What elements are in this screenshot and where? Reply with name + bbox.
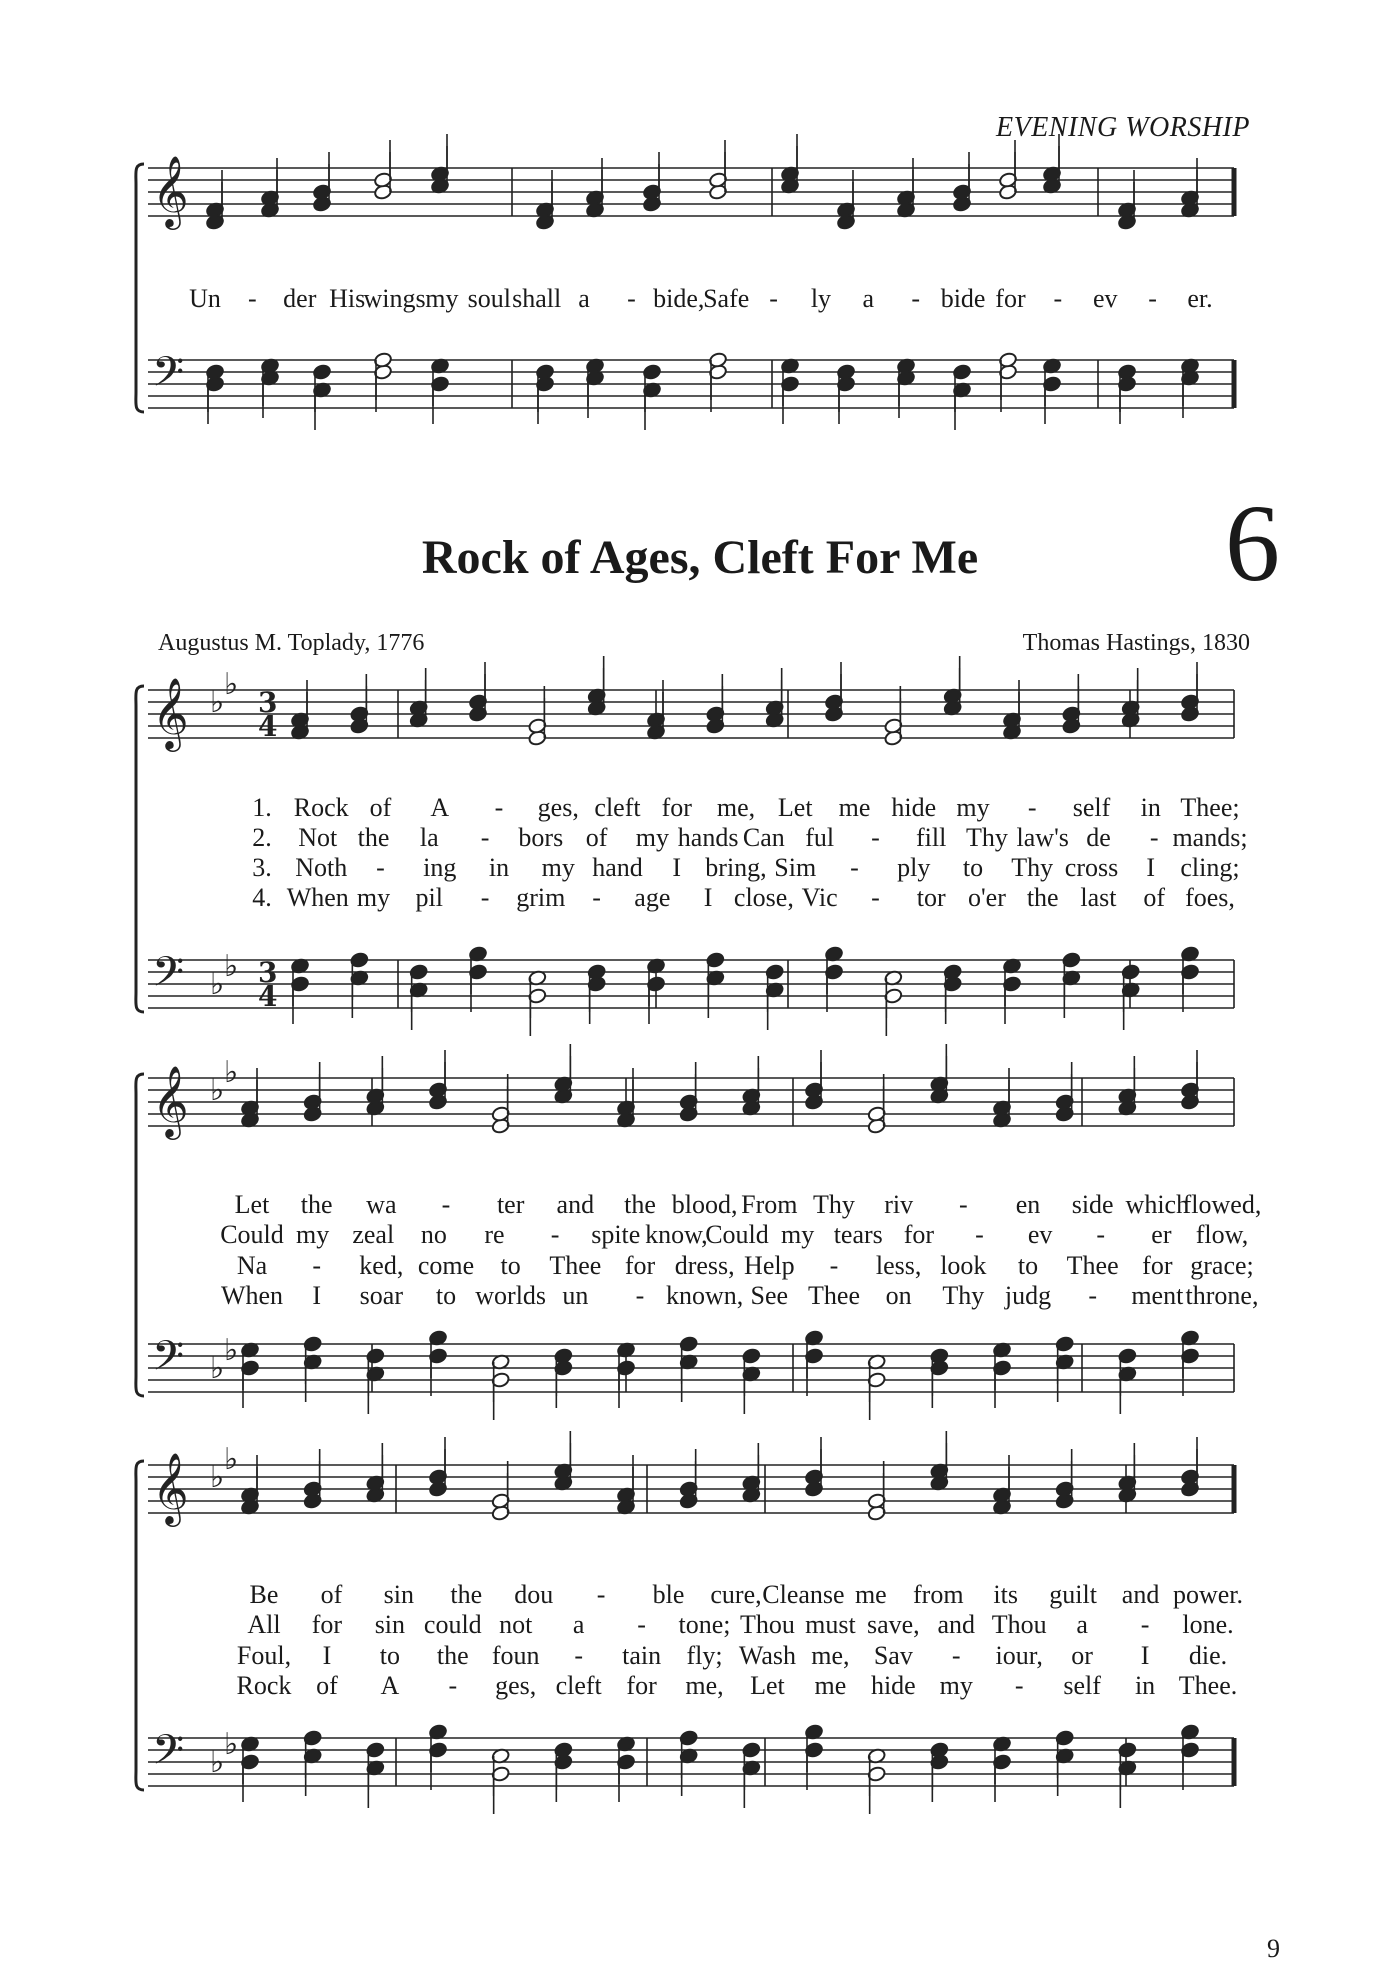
lyric-syllable: die. — [1188, 1641, 1228, 1670]
lyric-syllable: of — [369, 793, 392, 822]
lyric-syllable: ges, — [537, 793, 579, 822]
lyric-syllable: my — [541, 853, 575, 882]
lyric-syllable: cling; — [1180, 853, 1240, 882]
lyric-syllable: bring, — [705, 853, 767, 882]
lyric-syllable: When — [286, 883, 349, 912]
lyric-syllable: de — [1086, 823, 1111, 852]
lyric-syllable: His — [329, 284, 366, 313]
flat-sign: ♭ — [210, 1073, 225, 1108]
lyric-syllable: soul — [467, 284, 511, 313]
lyric-syllable: - — [1088, 1281, 1097, 1310]
lyric-syllable: iour, — [995, 1641, 1043, 1670]
lyric-syllable: pil — [415, 883, 444, 912]
flat-sign: ♭ — [224, 1055, 239, 1090]
lyric-syllable: last — [1080, 883, 1117, 912]
lyric-syllable: - — [911, 284, 921, 313]
lyric-syllable: I — [703, 883, 713, 912]
lyric-syllable: for — [624, 1251, 656, 1280]
lyric-syllable: - — [1027, 793, 1037, 822]
lyric-syllable: ev — [1092, 284, 1118, 313]
bass-clef: 𝄢 — [152, 948, 185, 1006]
lyric-syllable: - — [871, 823, 880, 852]
time-signature-bottom: 4 — [258, 710, 278, 743]
lyric-syllable: Un — [189, 284, 221, 313]
lyric-syllable: law's — [1016, 823, 1069, 852]
lyric-syllable: o'er — [967, 883, 1006, 912]
lyric-syllable: I — [322, 1641, 332, 1670]
lyric-syllable: Sim — [774, 853, 817, 882]
lyric-syllable: come — [417, 1251, 475, 1280]
lyric-syllable: A — [380, 1671, 400, 1700]
lyric-syllable: the — [357, 823, 390, 852]
lyric-syllable: See — [750, 1281, 789, 1310]
lyric-syllable: - — [1096, 1220, 1106, 1249]
lyric-syllable: 4. — [252, 883, 272, 912]
lyric-syllable: judg — [1004, 1281, 1052, 1310]
lyric-syllable: lone. — [1182, 1610, 1234, 1639]
lyric-syllable: in — [488, 853, 510, 882]
verse-3-line-system-2 — [0, 1251, 1400, 1281]
lyric-syllable: cure, — [710, 1580, 762, 1609]
lyric-syllable: - — [975, 1220, 984, 1249]
lyric-syllable: and — [556, 1190, 595, 1219]
lyric-syllable: From — [741, 1190, 798, 1219]
lyric-syllable: ply — [897, 853, 931, 882]
lyric-syllable: Let — [234, 1190, 270, 1219]
lyric-syllable: re — [484, 1220, 505, 1249]
verse-3-line-system-3 — [0, 1641, 1400, 1671]
lyric-syllable: my — [356, 883, 391, 912]
lyric-syllable: save, — [866, 1610, 920, 1639]
lyric-syllable: worlds — [475, 1281, 547, 1310]
composer-credit: Thomas Hastings, 1830 — [1022, 630, 1250, 656]
lyric-syllable: ked, — [359, 1251, 404, 1280]
lyric-syllable: Thee — [808, 1281, 860, 1310]
lyric-syllable: Can — [742, 823, 785, 852]
lyric-syllable: a — [578, 284, 590, 313]
lyric-syllable: Sav — [873, 1641, 913, 1670]
verse-1-line-system-2 — [0, 1190, 1400, 1220]
lyric-syllable: Help — [744, 1251, 795, 1280]
lyric-syllable: side — [1071, 1190, 1114, 1219]
lyric-syllable: Thee — [1066, 1251, 1119, 1280]
lyric-syllable: for — [661, 793, 692, 822]
lyric-syllable: for — [1142, 1251, 1173, 1280]
lyric-syllable: der — [283, 284, 317, 313]
lyric-syllable: Let — [750, 1671, 785, 1700]
section-header: EVENING WORSHIP — [995, 112, 1250, 143]
lyric-syllable: could — [423, 1610, 482, 1639]
lyric-syllable: I — [1146, 853, 1156, 882]
lyric-syllable: in — [1140, 793, 1161, 822]
lyric-syllable: hide — [891, 793, 937, 822]
lyric-syllable: Not — [298, 823, 338, 852]
lyric-syllable: my — [425, 284, 459, 313]
lyric-syllable: guilt — [1049, 1580, 1097, 1609]
lyric-syllable: - — [376, 853, 385, 882]
lyric-syllable: to — [1017, 1251, 1039, 1280]
lyric-syllable: of — [585, 823, 608, 852]
lyric-syllable: from — [913, 1580, 964, 1609]
lyric-syllable: er. — [1187, 284, 1213, 313]
lyric-syllable: er — [1151, 1220, 1172, 1249]
lyric-syllable: Could — [705, 1220, 769, 1249]
lyric-syllable: the — [450, 1580, 483, 1609]
lyric-syllable: mands; — [1172, 823, 1248, 852]
lyric-syllable: foun — [491, 1641, 540, 1670]
lyric-syllable: - — [958, 1190, 968, 1219]
lyric-syllable: hand — [592, 853, 643, 882]
lyric-syllable: no — [420, 1220, 447, 1249]
verse-4-line-system-1 — [0, 883, 1400, 913]
lyric-syllable: 1. — [252, 793, 272, 822]
lyric-syllable: cleft — [594, 793, 641, 822]
hymn-title: Rock of Ages, Cleft For Me — [421, 531, 979, 584]
lyric-syllable: self — [1072, 793, 1111, 822]
lyric-syllable: for — [626, 1671, 657, 1700]
verse-1-line-system-1 — [0, 793, 1400, 823]
lyric-syllable: Be — [249, 1580, 279, 1609]
treble-clef: 𝄞 — [152, 1451, 189, 1524]
verse-4-line-system-2 — [0, 1281, 1400, 1311]
lyric-syllable: en — [1015, 1190, 1041, 1219]
bass-clef: 𝄢 — [152, 1332, 185, 1390]
lyric-syllable: me, — [716, 793, 756, 822]
lyric-syllable: - — [248, 284, 257, 313]
lyric-syllable: less, — [875, 1251, 922, 1280]
lyric-syllable: - — [550, 1220, 560, 1249]
lyric-syllable: dou — [514, 1580, 554, 1609]
lyric-syllable: the — [436, 1641, 469, 1670]
lyric-syllable: me — [838, 793, 871, 822]
time-signature-bottom: 4 — [258, 980, 278, 1013]
lyric-syllable: - — [1014, 1671, 1024, 1700]
lyric-syllable: a — [572, 1610, 585, 1639]
lyric-syllable: sin — [383, 1580, 415, 1609]
lyric-syllable: fly; — [686, 1641, 723, 1670]
treble-clef: 𝄞 — [152, 154, 189, 227]
lyric-syllable: the — [300, 1190, 333, 1219]
lyric-syllable: un — [562, 1281, 589, 1310]
lyric-syllable: - — [480, 823, 490, 852]
lyric-syllable: - — [480, 883, 490, 912]
lyric-syllable: power. — [1172, 1580, 1244, 1609]
lyricist-credit: Augustus M. Toplady, 1776 — [158, 630, 425, 656]
lyric-syllable: to — [962, 853, 984, 882]
lyric-syllable: When — [220, 1281, 284, 1310]
bass-clef: 𝄢 — [152, 348, 185, 406]
lyric-syllable: and — [937, 1610, 976, 1639]
lyric-syllable: the — [624, 1190, 656, 1219]
lyric-syllable: for — [903, 1220, 935, 1249]
flat-sign: ♭ — [224, 667, 239, 702]
lyric-syllable: self — [1063, 1671, 1101, 1700]
lyric-syllable: which — [1125, 1190, 1190, 1219]
lyric-syllable: zeal — [352, 1220, 395, 1249]
verse-2-line-system-3 — [0, 1610, 1400, 1640]
lyric-syllable: Na — [236, 1251, 268, 1280]
lyric-syllable: A — [430, 793, 450, 822]
lyric-syllable: of — [316, 1671, 338, 1700]
verse-1-line-system-3 — [0, 1580, 1400, 1610]
lyric-syllable: hands — [677, 823, 739, 852]
lyric-syllable: Thee. — [1178, 1671, 1238, 1700]
lyric-syllable: ing — [423, 853, 457, 882]
lyric-syllable: ble — [652, 1580, 685, 1609]
lyric-syllable: cleft — [555, 1671, 602, 1700]
lyric-syllable: spite — [591, 1220, 641, 1249]
lyric-syllable: hide — [870, 1671, 916, 1700]
lyric-syllable: Thee — [549, 1251, 602, 1280]
lyric-syllable: Thy — [813, 1190, 855, 1219]
lyric-syllable: me — [814, 1671, 847, 1700]
lyric-syllable: close, — [733, 883, 794, 912]
lyric-syllable: - — [494, 793, 504, 822]
lyric-syllable: not — [499, 1610, 533, 1639]
lyric-syllable: - — [596, 1580, 606, 1609]
lyric-syllable: age — [634, 883, 671, 912]
flat-sign: ♭ — [210, 1460, 225, 1495]
lyric-syllable: bide — [940, 284, 986, 313]
flat-sign: ♭ — [224, 1333, 239, 1368]
lyric-syllable: Thy — [942, 1281, 985, 1310]
lyric-syllable: Noth — [295, 853, 348, 882]
lyric-syllable: sin — [374, 1610, 406, 1639]
bass-clef: 𝄢 — [152, 1726, 185, 1784]
flat-sign: ♭ — [210, 685, 225, 720]
lyric-syllable: wings — [363, 284, 426, 313]
lyric-syllable: tone; — [678, 1610, 731, 1639]
lyric-syllable: - — [574, 1641, 583, 1670]
hymn-number: 6 — [1225, 482, 1280, 604]
lyric-syllable: its — [993, 1580, 1018, 1609]
flat-sign: ♭ — [210, 967, 225, 1002]
lyric-syllable: or — [1071, 1641, 1093, 1670]
lyric-syllable: my — [956, 793, 990, 822]
lyric-syllable: Wash — [738, 1641, 797, 1670]
lyric-syllable: - — [829, 1251, 839, 1280]
lyric-syllable: - — [1140, 1610, 1150, 1639]
verse-4-line-system-3 — [0, 1671, 1400, 1701]
lyric-syllable: flow, — [1195, 1220, 1249, 1249]
lyric-syllable: for — [311, 1610, 343, 1639]
lyric-syllable: - — [850, 853, 859, 882]
treble-clef: 𝄞 — [152, 1064, 189, 1137]
lyric-syllable: look — [940, 1251, 987, 1280]
lyric-syllable: - — [1053, 284, 1063, 313]
lyric-syllable: tain — [622, 1641, 662, 1670]
lyric-syllable: me — [854, 1580, 887, 1609]
lyric-syllable: fill — [916, 823, 947, 852]
lyric-syllable: soar — [359, 1281, 403, 1310]
lyric-syllable: - — [637, 1610, 646, 1639]
lyric-syllable: for — [995, 284, 1026, 313]
lyric-syllable: on — [885, 1281, 912, 1310]
lyric-syllable: Thy — [1011, 853, 1054, 882]
lyric-syllable: known, — [666, 1281, 744, 1310]
lyric-syllable: of — [320, 1580, 343, 1609]
lyric-syllable: my — [296, 1220, 330, 1249]
lyric-syllable: dress, — [674, 1251, 735, 1280]
lyric-syllable: must — [805, 1610, 856, 1639]
flat-sign: ♭ — [224, 949, 239, 984]
lyric-syllable: a — [862, 284, 875, 313]
lyric-syllable: throne, — [1185, 1281, 1259, 1310]
lyric-syllable: grim — [516, 883, 566, 912]
time-signature-top: 3 — [258, 686, 278, 719]
flat-sign: ♭ — [224, 1727, 239, 1762]
lyric-syllable: I — [672, 853, 682, 882]
lyric-syllable: to — [379, 1641, 400, 1670]
lyric-syllable: - — [312, 1251, 321, 1280]
lyric-syllable: ter — [496, 1190, 525, 1219]
lyric-syllable: my — [781, 1220, 815, 1249]
lyric-syllable: Foul, — [236, 1641, 292, 1670]
lyric-syllable: my — [939, 1671, 973, 1700]
lyric-syllable: la — [419, 823, 439, 852]
lyric-syllable: me, — [811, 1641, 850, 1670]
lyric-syllable: to — [500, 1251, 521, 1280]
lyric-syllable: me, — [685, 1671, 724, 1700]
lyric-syllable: I — [1140, 1641, 1150, 1670]
lyric-syllable: - — [769, 284, 778, 313]
lyric-syllable: - — [592, 883, 601, 912]
lyric-syllable: grace; — [1190, 1251, 1254, 1280]
lyric-syllable: know, — [645, 1220, 708, 1249]
lyric-syllable: Safe — [703, 284, 750, 313]
lyric-syllable: Rock — [236, 1671, 292, 1700]
lyric-syllable: riv — [884, 1190, 914, 1219]
verse-2-line-system-2 — [0, 1220, 1400, 1250]
lyric-syllable: 3. — [252, 853, 272, 882]
lyric-syllable: Could — [220, 1220, 284, 1249]
lyric-syllable: 2. — [252, 823, 272, 852]
lyric-syllable: to — [435, 1281, 457, 1310]
previous-hymn-lyric-line — [0, 284, 1400, 314]
lyric-syllable: of — [1143, 883, 1166, 912]
flat-sign: ♭ — [210, 1351, 225, 1386]
lyric-syllable: shall — [512, 284, 562, 313]
lyric-syllable: - — [635, 1281, 645, 1310]
treble-clef: 𝄞 — [152, 676, 189, 749]
lyric-syllable: - — [441, 1190, 451, 1219]
flat-sign: ♭ — [210, 1745, 225, 1780]
lyric-syllable: tor — [916, 883, 946, 912]
lyric-syllable: ly — [810, 284, 832, 313]
lyric-syllable: ful — [805, 823, 835, 852]
lyric-syllable: - — [1149, 823, 1159, 852]
lyric-syllable: I — [312, 1281, 321, 1310]
lyric-syllable: Rock — [293, 793, 349, 822]
lyric-syllable: wa — [366, 1190, 397, 1219]
lyric-syllable: Thou — [740, 1610, 795, 1639]
lyric-syllable: Let — [777, 793, 813, 822]
lyric-syllable: the — [1026, 883, 1059, 912]
lyric-syllable: a — [1076, 1610, 1088, 1639]
lyric-syllable: tears — [833, 1220, 883, 1249]
lyric-syllable: bors — [518, 823, 564, 852]
lyric-syllable: Vic — [801, 883, 838, 912]
lyric-syllable: - — [1148, 284, 1157, 313]
lyric-syllable: - — [627, 284, 636, 313]
lyric-syllable: Thee; — [1180, 793, 1240, 822]
time-signature-top: 3 — [258, 956, 278, 989]
lyric-syllable: blood, — [671, 1190, 738, 1219]
lyric-syllable: my — [635, 823, 669, 852]
lyric-syllable: Thy — [965, 823, 1008, 852]
lyric-syllable: - — [448, 1671, 458, 1700]
lyric-syllable: - — [951, 1641, 961, 1670]
lyric-syllable: ev — [1027, 1220, 1053, 1249]
lyric-syllable: All — [247, 1610, 281, 1639]
lyric-syllable: and — [1121, 1580, 1160, 1609]
lyric-syllable: - — [871, 883, 880, 912]
lyric-syllable: foes, — [1185, 883, 1235, 912]
lyric-syllable: flowed, — [1182, 1190, 1262, 1219]
lyric-syllable: Cleanse — [762, 1580, 845, 1609]
lyric-syllable: ment — [1131, 1281, 1184, 1310]
page-number: 9 — [1267, 1934, 1280, 1963]
verse-2-line-system-1 — [0, 823, 1400, 853]
flat-sign: ♭ — [224, 1442, 239, 1477]
lyric-syllable: cross — [1064, 853, 1119, 882]
lyric-syllable: bide, — [653, 284, 705, 313]
lyric-syllable: in — [1134, 1671, 1156, 1700]
verse-3-line-system-1 — [0, 853, 1400, 883]
lyric-syllable: ges, — [495, 1671, 537, 1700]
lyric-syllable: Thou — [991, 1610, 1047, 1639]
